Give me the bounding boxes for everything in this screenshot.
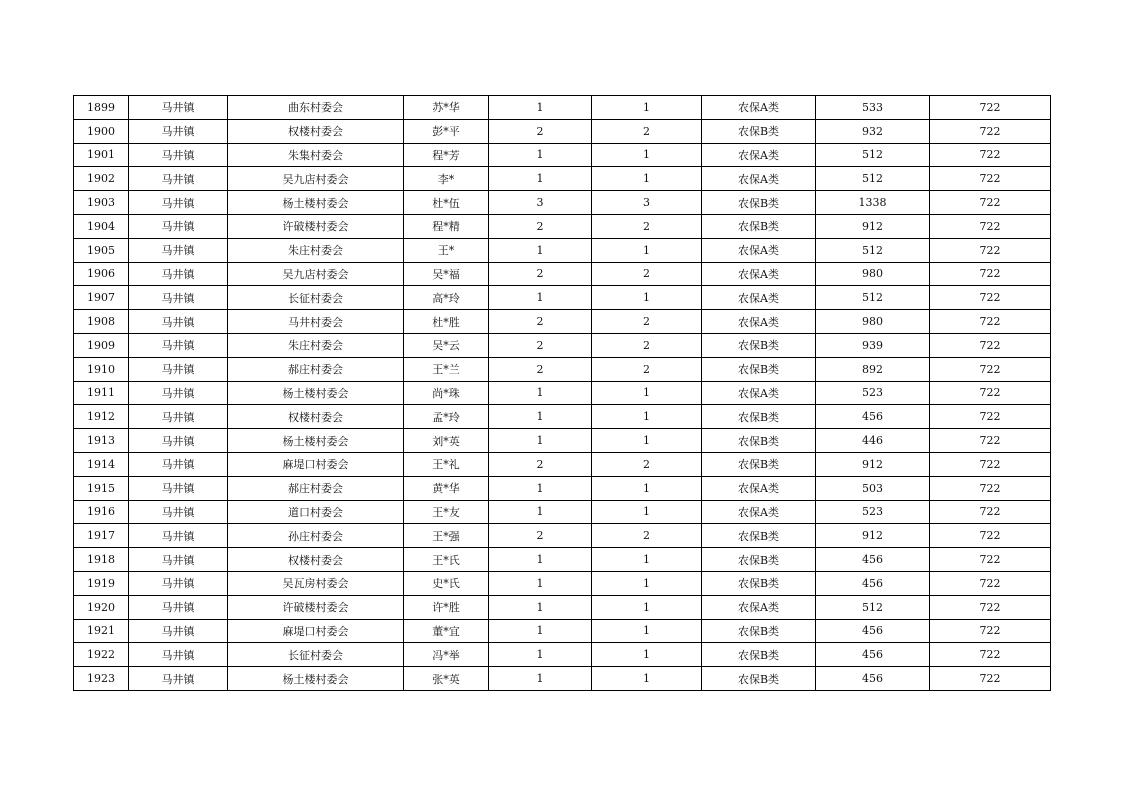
name-cell: 杜*胜 [404,310,489,334]
data-table [73,95,1051,691]
name-cell: 王* [404,238,489,262]
village-committee-cell: 权楼村委会 [228,119,404,143]
town-cell: 马井镇 [129,357,228,381]
standard-cell: 722 [930,143,1051,167]
standard-cell: 722 [930,333,1051,357]
name-cell: 王*礼 [404,452,489,476]
serial-cell: 1908 [74,310,129,334]
household-count-cell: 1 [489,405,592,429]
person-count-cell: 1 [592,167,702,191]
standard-cell: 722 [930,238,1051,262]
table-row [74,262,1051,286]
standard-cell: 722 [930,357,1051,381]
table-row [74,357,1051,381]
serial-cell: 1903 [74,191,129,215]
category-cell: 农保A类 [702,286,816,310]
standard-cell: 722 [930,667,1051,691]
village-committee-cell: 曲东村委会 [228,96,404,120]
town-cell: 马井镇 [129,238,228,262]
name-cell: 吴*云 [404,333,489,357]
person-count-cell: 1 [592,405,702,429]
category-cell: 农保A类 [702,381,816,405]
person-count-cell: 1 [592,595,702,619]
table-row [74,191,1051,215]
town-cell: 马井镇 [129,286,228,310]
name-cell: 许*胜 [404,595,489,619]
category-cell: 农保B类 [702,643,816,667]
serial-cell: 1919 [74,571,129,595]
table-row [74,571,1051,595]
person-count-cell: 2 [592,333,702,357]
table-row [74,238,1051,262]
standard-cell: 722 [930,595,1051,619]
standard-cell: 722 [930,96,1051,120]
person-count-cell: 2 [592,524,702,548]
household-count-cell: 1 [489,286,592,310]
town-cell: 马井镇 [129,500,228,524]
table-row [74,619,1051,643]
standard-cell: 722 [930,405,1051,429]
amount-cell: 512 [816,595,930,619]
town-cell: 马井镇 [129,119,228,143]
serial-cell: 1901 [74,143,129,167]
amount-cell: 939 [816,333,930,357]
person-count-cell: 2 [592,119,702,143]
amount-cell: 912 [816,452,930,476]
table-row [74,310,1051,334]
amount-cell: 446 [816,429,930,453]
standard-cell: 722 [930,619,1051,643]
standard-cell: 722 [930,476,1051,500]
standard-cell: 722 [930,381,1051,405]
household-count-cell: 1 [489,476,592,500]
category-cell: 农保B类 [702,429,816,453]
town-cell: 马井镇 [129,476,228,500]
household-count-cell: 2 [489,452,592,476]
standard-cell: 722 [930,191,1051,215]
name-cell: 董*宜 [404,619,489,643]
person-count-cell: 1 [592,619,702,643]
serial-cell: 1911 [74,381,129,405]
person-count-cell: 1 [592,643,702,667]
household-count-cell: 1 [489,548,592,572]
standard-cell: 722 [930,452,1051,476]
category-cell: 农保A类 [702,310,816,334]
village-committee-cell: 杨土楼村委会 [228,191,404,215]
amount-cell: 523 [816,500,930,524]
person-count-cell: 1 [592,571,702,595]
serial-cell: 1899 [74,96,129,120]
household-count-cell: 2 [489,262,592,286]
amount-cell: 456 [816,667,930,691]
category-cell: 农保B类 [702,524,816,548]
village-committee-cell: 道口村委会 [228,500,404,524]
amount-cell: 533 [816,96,930,120]
town-cell: 马井镇 [129,262,228,286]
town-cell: 马井镇 [129,452,228,476]
town-cell: 马井镇 [129,167,228,191]
serial-cell: 1914 [74,452,129,476]
person-count-cell: 1 [592,476,702,500]
amount-cell: 512 [816,143,930,167]
category-cell: 农保A类 [702,476,816,500]
serial-cell: 1917 [74,524,129,548]
category-cell: 农保B类 [702,191,816,215]
name-cell: 苏*华 [404,96,489,120]
town-cell: 马井镇 [129,333,228,357]
table-row [74,405,1051,429]
person-count-cell: 2 [592,262,702,286]
amount-cell: 932 [816,119,930,143]
standard-cell: 722 [930,119,1051,143]
serial-cell: 1912 [74,405,129,429]
household-count-cell: 1 [489,96,592,120]
amount-cell: 512 [816,238,930,262]
town-cell: 马井镇 [129,143,228,167]
standard-cell: 722 [930,214,1051,238]
household-count-cell: 1 [489,381,592,405]
standard-cell: 722 [930,571,1051,595]
table-row [74,214,1051,238]
amount-cell: 456 [816,571,930,595]
household-count-cell: 2 [489,357,592,381]
name-cell: 王*氏 [404,548,489,572]
name-cell: 彭*平 [404,119,489,143]
serial-cell: 1900 [74,119,129,143]
table-row [74,548,1051,572]
name-cell: 王*友 [404,500,489,524]
village-committee-cell: 麻堤口村委会 [228,619,404,643]
table-row [74,452,1051,476]
name-cell: 李* [404,167,489,191]
village-committee-cell: 吴九店村委会 [228,262,404,286]
person-count-cell: 1 [592,548,702,572]
village-committee-cell: 朱庄村委会 [228,333,404,357]
table-row [74,96,1051,120]
village-committee-cell: 杨土楼村委会 [228,429,404,453]
name-cell: 史*氏 [404,571,489,595]
table-row [74,167,1051,191]
table-row [74,429,1051,453]
town-cell: 马井镇 [129,643,228,667]
amount-cell: 912 [816,214,930,238]
standard-cell: 722 [930,643,1051,667]
person-count-cell: 1 [592,429,702,453]
town-cell: 马井镇 [129,429,228,453]
table-row [74,381,1051,405]
person-count-cell: 1 [592,96,702,120]
serial-cell: 1902 [74,167,129,191]
town-cell: 马井镇 [129,524,228,548]
person-count-cell: 1 [592,500,702,524]
amount-cell: 456 [816,405,930,429]
household-count-cell: 1 [489,238,592,262]
person-count-cell: 2 [592,214,702,238]
person-count-cell: 1 [592,143,702,167]
category-cell: 农保B类 [702,405,816,429]
category-cell: 农保B类 [702,214,816,238]
name-cell: 高*玲 [404,286,489,310]
amount-cell: 980 [816,262,930,286]
village-committee-cell: 权楼村委会 [228,548,404,572]
serial-cell: 1909 [74,333,129,357]
household-count-cell: 2 [489,119,592,143]
village-committee-cell: 杨土楼村委会 [228,381,404,405]
name-cell: 黄*华 [404,476,489,500]
serial-cell: 1904 [74,214,129,238]
standard-cell: 722 [930,548,1051,572]
serial-cell: 1923 [74,667,129,691]
table-row [74,286,1051,310]
amount-cell: 456 [816,548,930,572]
person-count-cell: 2 [592,452,702,476]
category-cell: 农保B类 [702,571,816,595]
category-cell: 农保B类 [702,452,816,476]
category-cell: 农保B类 [702,333,816,357]
town-cell: 马井镇 [129,405,228,429]
serial-cell: 1910 [74,357,129,381]
category-cell: 农保A类 [702,238,816,262]
person-count-cell: 1 [592,381,702,405]
category-cell: 农保B类 [702,548,816,572]
person-count-cell: 1 [592,238,702,262]
town-cell: 马井镇 [129,214,228,238]
serial-cell: 1915 [74,476,129,500]
table-row [74,643,1051,667]
village-committee-cell: 杨土楼村委会 [228,667,404,691]
household-count-cell: 1 [489,143,592,167]
village-committee-cell: 许破楼村委会 [228,595,404,619]
person-count-cell: 1 [592,667,702,691]
standard-cell: 722 [930,429,1051,453]
name-cell: 程*芳 [404,143,489,167]
name-cell: 张*英 [404,667,489,691]
category-cell: 农保B类 [702,357,816,381]
town-cell: 马井镇 [129,381,228,405]
name-cell: 王*兰 [404,357,489,381]
town-cell: 马井镇 [129,571,228,595]
household-count-cell: 1 [489,595,592,619]
name-cell: 吴*福 [404,262,489,286]
town-cell: 马井镇 [129,191,228,215]
village-committee-cell: 吴九店村委会 [228,167,404,191]
amount-cell: 523 [816,381,930,405]
town-cell: 马井镇 [129,96,228,120]
person-count-cell: 1 [592,286,702,310]
person-count-cell: 2 [592,310,702,334]
household-count-cell: 1 [489,500,592,524]
village-committee-cell: 朱集村委会 [228,143,404,167]
table-row [74,595,1051,619]
table-row [74,119,1051,143]
amount-cell: 503 [816,476,930,500]
amount-cell: 892 [816,357,930,381]
table-row [74,500,1051,524]
table-row [74,143,1051,167]
serial-cell: 1905 [74,238,129,262]
name-cell: 杜*伍 [404,191,489,215]
standard-cell: 722 [930,500,1051,524]
household-count-cell: 1 [489,619,592,643]
table-row [74,333,1051,357]
household-count-cell: 2 [489,524,592,548]
name-cell: 尚*珠 [404,381,489,405]
household-count-cell: 1 [489,667,592,691]
village-committee-cell: 吴瓦房村委会 [228,571,404,595]
town-cell: 马井镇 [129,548,228,572]
category-cell: 农保A类 [702,262,816,286]
village-committee-cell: 麻堤口村委会 [228,452,404,476]
name-cell: 孟*玲 [404,405,489,429]
household-count-cell: 2 [489,214,592,238]
table-row [74,667,1051,691]
town-cell: 马井镇 [129,310,228,334]
standard-cell: 722 [930,167,1051,191]
serial-cell: 1922 [74,643,129,667]
village-committee-cell: 郝庄村委会 [228,476,404,500]
category-cell: 农保A类 [702,595,816,619]
standard-cell: 722 [930,524,1051,548]
name-cell: 程*精 [404,214,489,238]
village-committee-cell: 郝庄村委会 [228,357,404,381]
standard-cell: 722 [930,310,1051,334]
name-cell: 王*强 [404,524,489,548]
household-count-cell: 1 [489,429,592,453]
category-cell: 农保A类 [702,96,816,120]
village-committee-cell: 长征村委会 [228,286,404,310]
amount-cell: 456 [816,643,930,667]
amount-cell: 1338 [816,191,930,215]
household-count-cell: 3 [489,191,592,215]
category-cell: 农保A类 [702,167,816,191]
village-committee-cell: 许破楼村委会 [228,214,404,238]
table-body [74,96,1051,691]
household-count-cell: 1 [489,643,592,667]
village-committee-cell: 孙庄村委会 [228,524,404,548]
serial-cell: 1916 [74,500,129,524]
name-cell: 刘*英 [404,429,489,453]
serial-cell: 1913 [74,429,129,453]
category-cell: 农保B类 [702,667,816,691]
table-row [74,476,1051,500]
household-count-cell: 1 [489,167,592,191]
town-cell: 马井镇 [129,619,228,643]
serial-cell: 1920 [74,595,129,619]
document-sheet [73,95,1051,691]
table-row [74,524,1051,548]
name-cell: 冯*举 [404,643,489,667]
town-cell: 马井镇 [129,595,228,619]
village-committee-cell: 朱庄村委会 [228,238,404,262]
person-count-cell: 2 [592,357,702,381]
village-committee-cell: 权楼村委会 [228,405,404,429]
household-count-cell: 2 [489,333,592,357]
household-count-cell: 1 [489,571,592,595]
amount-cell: 912 [816,524,930,548]
category-cell: 农保A类 [702,143,816,167]
category-cell: 农保B类 [702,119,816,143]
serial-cell: 1918 [74,548,129,572]
household-count-cell: 2 [489,310,592,334]
serial-cell: 1921 [74,619,129,643]
village-committee-cell: 马井村委会 [228,310,404,334]
amount-cell: 980 [816,310,930,334]
serial-cell: 1906 [74,262,129,286]
standard-cell: 722 [930,286,1051,310]
amount-cell: 512 [816,286,930,310]
standard-cell: 722 [930,262,1051,286]
serial-cell: 1907 [74,286,129,310]
category-cell: 农保A类 [702,500,816,524]
category-cell: 农保B类 [702,619,816,643]
amount-cell: 456 [816,619,930,643]
village-committee-cell: 长征村委会 [228,643,404,667]
amount-cell: 512 [816,167,930,191]
person-count-cell: 3 [592,191,702,215]
town-cell: 马井镇 [129,667,228,691]
